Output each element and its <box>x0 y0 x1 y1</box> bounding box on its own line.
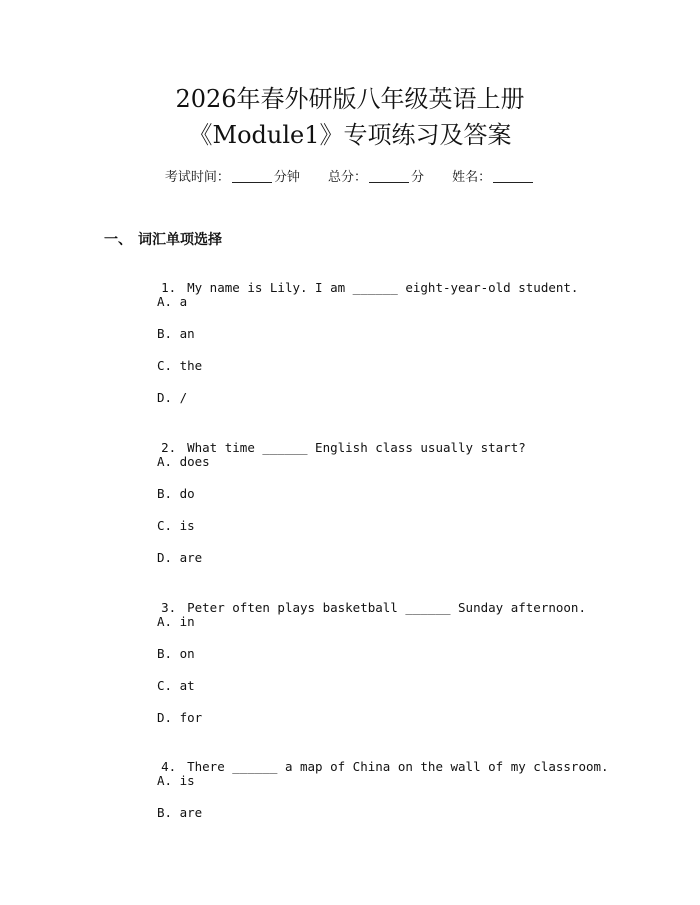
question-4 <box>131 740 609 794</box>
question-number: 4. <box>161 759 177 774</box>
question-3 <box>131 581 586 635</box>
total-score-unit: 分 <box>411 170 425 185</box>
question-3-option-a[interactable]: A. in <box>157 614 195 629</box>
exam-time-unit: 分钟 <box>273 170 300 185</box>
question-2-option-c[interactable]: C. is <box>157 518 195 533</box>
question-1-option-d[interactable]: D. / <box>157 390 188 405</box>
exam-time-label: 考试时间： <box>164 170 230 185</box>
student-name-label: 姓名： <box>452 170 492 185</box>
exam-time-field <box>165 168 300 188</box>
question-text: There ______ a map of China on the wall of my classroom. <box>187 759 609 774</box>
question-3-option-b[interactable]: B. on <box>157 646 195 661</box>
question-3-option-c[interactable]: C. at <box>157 678 195 693</box>
question-1-option-c[interactable]: C. the <box>157 358 203 373</box>
question-number: 1. <box>161 280 177 295</box>
total-score-label: 总分： <box>327 170 367 185</box>
title-line-1: 2026年春外研版八年级英语上册 <box>175 85 525 113</box>
student-name-field <box>452 168 535 188</box>
question-2-option-a[interactable]: A. does <box>157 454 210 469</box>
section-number: 一、 <box>104 232 132 248</box>
total-score-blank[interactable] <box>369 168 409 183</box>
question-1-option-a[interactable]: A. a <box>157 294 188 309</box>
question-number: 2. <box>161 440 177 455</box>
question-number: 3. <box>161 600 177 615</box>
question-1 <box>131 261 578 315</box>
question-2-option-b[interactable]: B. do <box>157 486 195 501</box>
question-1-option-b[interactable]: B. an <box>157 326 195 341</box>
question-text: Peter often plays basketball ______ Sunday afternoon. <box>187 600 586 615</box>
section-heading <box>104 230 222 250</box>
section-title: 词汇单项选择 <box>138 232 222 248</box>
total-score-field <box>328 168 424 188</box>
question-4-option-b[interactable]: B. are <box>157 805 203 820</box>
exam-time-blank[interactable] <box>232 168 272 183</box>
question-2-option-d[interactable]: D. are <box>157 550 203 565</box>
question-text: My name is Lily. I am ______ eight-year-old student. <box>187 280 579 295</box>
question-3-option-d[interactable]: D. for <box>157 710 203 725</box>
exam-meta <box>0 168 700 188</box>
question-4-option-a[interactable]: A. is <box>157 773 195 788</box>
title-line-2: 《Module1》专项练习及答案 <box>188 121 512 149</box>
student-name-blank[interactable] <box>493 168 533 183</box>
question-text: What time ______ English class usually start? <box>187 440 526 455</box>
